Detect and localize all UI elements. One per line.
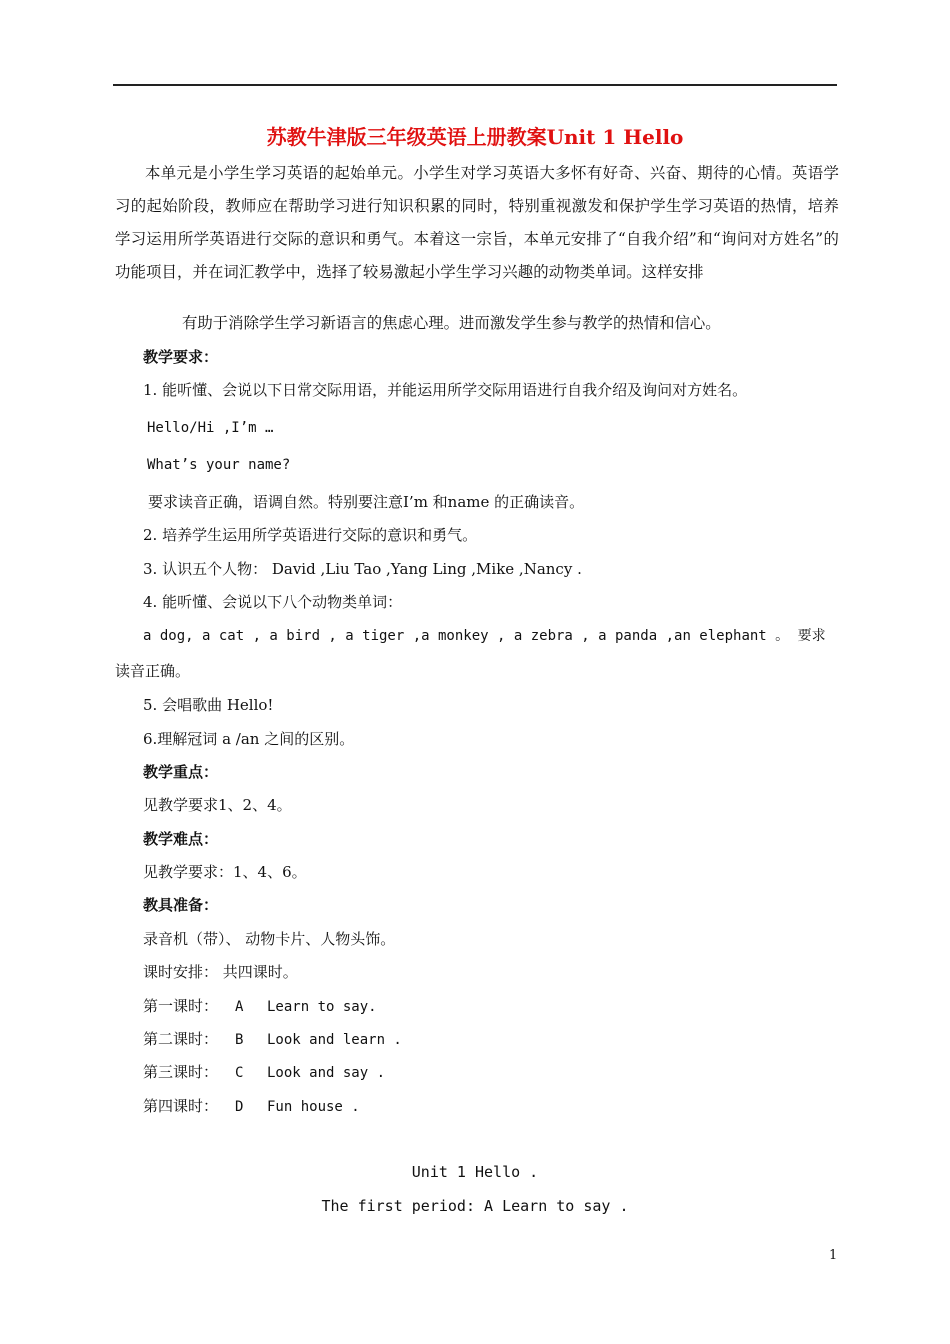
requirement-item-5: 5. 会唱歌曲 Hello!: [143, 696, 274, 714]
period-title: Look and learn .: [267, 1032, 402, 1048]
period-title: Fun house .: [267, 1099, 360, 1115]
difficulty-text: 见教学要求：1、4、6。: [143, 863, 307, 881]
header-rule: [113, 84, 837, 86]
period-label: 第四课时：: [143, 1097, 219, 1115]
period-code: A: [235, 999, 244, 1015]
page-number: 1: [829, 1248, 838, 1263]
period-row: [143, 1096, 360, 1117]
requirement-item-2: 2. 培养学生运用所学英语进行交际的意识和勇气。: [143, 526, 478, 544]
intro-continuation: 有助于消除学生学习新语言的焦虑心理。进而激发学生参与教学的热情和信心。: [182, 314, 721, 332]
intro-paragraph: 本单元是小学生学习英语的起始单元。小学生对学习英语大多怀有好奇、兴奋、期待的心情。英语学习的起始阶段，教师应在帮助学习进行知识积累的同时，特别重视激发和保护学生学习英语的热情，培养学习运用所学英语进行交际的意识和勇气。本着这一宗旨，本单元安排了“自我介绍”和“询问对方姓名”的功能项目，并在词汇教学中，选择了较易激起小学生学习兴趣的动物类单词。这样安排: [115, 164, 839, 281]
materials-text: 录音机（带）、 动物卡片、人物头饰。: [143, 930, 396, 948]
period-code: B: [235, 1032, 244, 1048]
schedule-label: 课时安排：: [143, 963, 219, 981]
pronunciation-note: 要求读音正确，语调自然。特别要注意I’m 和name 的正确读音。: [148, 493, 585, 511]
requirement-item-1: 1. 能听懂、会说以下日常交际用语，并能运用所学交际用语进行自我介绍及询问对方姓名。: [143, 381, 748, 399]
materials-heading: 教具准备：: [143, 896, 219, 914]
period-code: C: [235, 1065, 244, 1081]
period-code: D: [235, 1099, 244, 1115]
period-row: [143, 996, 377, 1017]
document-title: 苏教牛津版三年级英语上册教案Unit 1 Hello: [266, 125, 684, 149]
period-title: Learn to say.: [267, 999, 377, 1015]
period-title: Look and say .: [267, 1065, 386, 1081]
period-label: 第二课时：: [143, 1030, 219, 1048]
requirement-item-4: 4. 能听懂、会说以下八个动物类单词：: [143, 593, 403, 611]
schedule-value: 共四课时。: [222, 963, 298, 981]
requirements-heading: 教学要求：: [143, 348, 219, 366]
focus-heading: 教学重点：: [143, 763, 219, 781]
focus-text: 见教学要求1、2、4。: [143, 796, 292, 814]
phrase-hello: Hello/Hi ,I’m …: [147, 420, 274, 436]
schedule-line: [143, 962, 298, 982]
animal-word-list-cont: 读音正确。: [115, 662, 191, 680]
animal-word-list: a dog, a cat , a bird , a tiger ,a monkey , a zebra , a panda ,an elephant 。 要求: [143, 628, 826, 644]
requirement-item-6: 6.理解冠词 a /an 之间的区别。: [143, 730, 355, 748]
unit-title: Unit 1 Hello .: [411, 1163, 539, 1181]
period-row: [143, 1062, 385, 1083]
period-row: [143, 1029, 402, 1050]
period-label: 第一课时：: [143, 997, 219, 1015]
requirement-item-3: 3. 认识五个人物： David ,Liu Tao ,Yang Ling ,Mike ,Nancy .: [143, 560, 582, 578]
phrase-whats-your-name: What’s your name?: [147, 457, 291, 473]
difficulty-heading: 教学难点：: [143, 830, 219, 848]
unit-subtitle: The first period: A Learn to say .: [321, 1197, 629, 1215]
period-label: 第三课时：: [143, 1063, 219, 1081]
